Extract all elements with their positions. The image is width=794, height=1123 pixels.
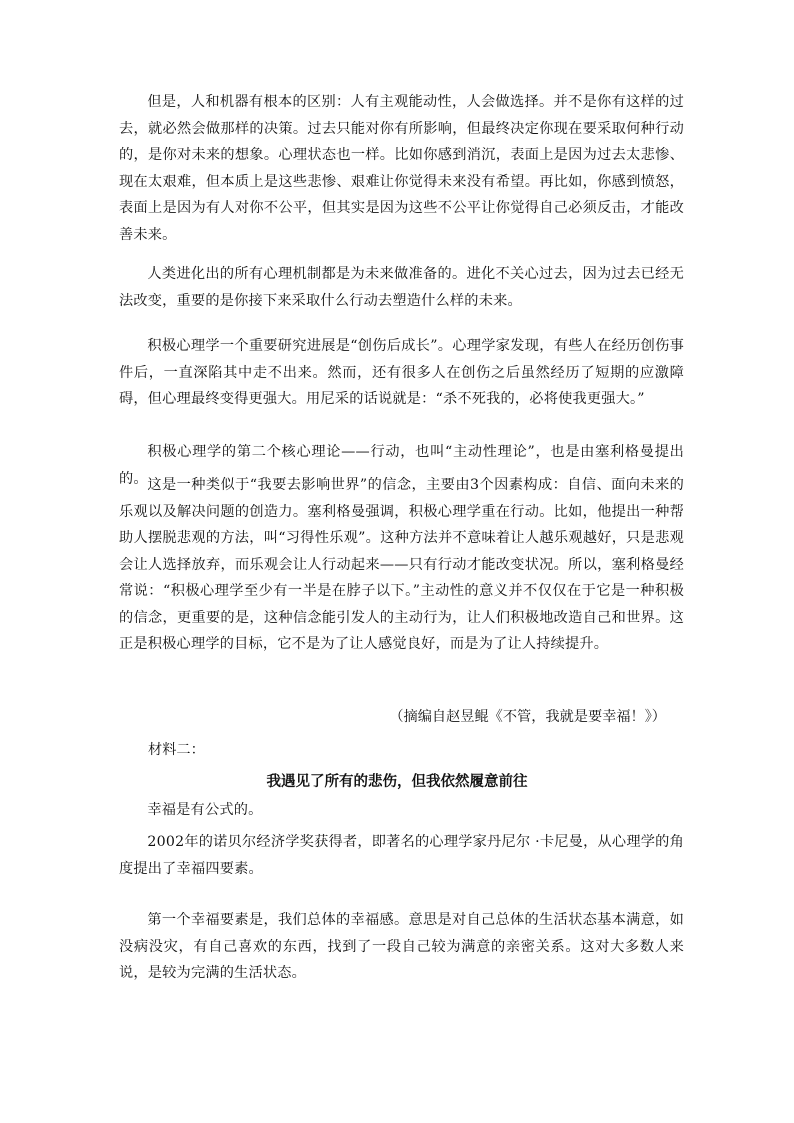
paragraph-8: 第一个幸福要素是，我们总体的幸福感。意思是对自己总体的生活状态基本满意，如没病没灾，有自己喜欢的东西，找到了一段自己较为满意的亲密关系。这对大多数人来说，是较为完满的生活状态。 [119,912,684,981]
paragraph-6: 幸福是有公式的。 [147,802,263,818]
paragraph-7: 2002年的诺贝尔经济学奖获得者，即著名的心理学家丹尼尔 ·卡尼曼，从心理学的角度提出了幸福四要素。 [119,834,684,877]
paragraph-3: 积极心理学一个重要研究进展是“创伤后成长”。心理学家发现，有些人在经历创伤事件后，一直深陷其中走不出来。然而，还有很多人在创伤之后虽然经历了短期的应激障碍，但心理最终变得更强大。用尼采的话说就是：“杀不死我的，必将使我更强大。” [119,338,684,407]
section-title: 我遇见了所有的悲伤，但我依然履意前往 [266,773,528,790]
paragraph-4: 积极心理学的第二个核心理论——行动，也叫“主动性理论”，也是由塞利格曼提出的。 [119,444,684,487]
paragraph-5: 这是一种类似于“我要去影响世界”的信念，主要由3个因素构成：自信、面向未来的乐观以及解决问题的创造力。塞利格曼强调，积极心理学重在行动。比如，他提出一种帮助人摆脱悲观的方法，叫“习得性乐观”。这种方法并不意味着让人越乐观越好，只是悲观会让人选择放弃，而乐观会让人行动起来——只有行动才能改变状况。所以，塞利格曼经常说：“积极心理学至少有一半是在脖子以下。”主动性的意义并不仅仅在于它是一种积极的信念，更重要的是，这种信念能引发人的主动行为，让人们积极地改造自己和世界。这正是积极心理学的目标，它不是为了让人感觉良好，而是为了让人持续提升。 [119,477,684,652]
paragraph-1: 但是，人和机器有根本的区别：人有主观能动性，人会做选择。并不是你有这样的过去，就必然会做那样的决策。过去只能对你有所影响，但最终决定你现在要采取何种行动的，是你对未来的想象。心理状态也一样。比如你感到消沉，表面上是因为过去太悲惨、现在太艰难，但本质上是这些悲惨、艰难让你觉得未来没有希望。再比如，你感到愤怒，表面上是因为有人对你不公平，但其实是因为这些不公平让你觉得自己必须反击，才能改善未来。 [119,94,684,243]
paragraph-2: 人类进化出的所有心理机制都是为未来做准备的。进化不关心过去，因为过去已经无法改变，重要的是你接下来采取什么行动去塑造什么样的未来。 [119,266,684,309]
source-citation: （摘编自赵昱鲲《不管，我就是要幸福！》） [389,709,666,725]
material-label: 材料二： [148,742,205,758]
